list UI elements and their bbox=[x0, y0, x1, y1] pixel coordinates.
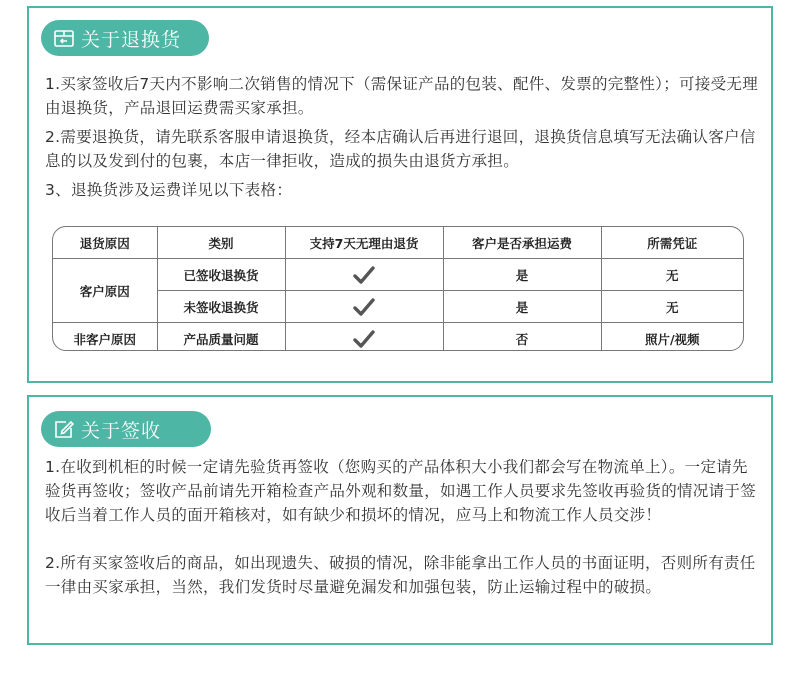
check-icon bbox=[286, 329, 443, 349]
returns-title: 关于退换货 bbox=[81, 28, 182, 51]
return-box-icon bbox=[53, 27, 75, 49]
cell-reason: 客户原因 bbox=[53, 259, 157, 323]
header-category: 类别 bbox=[157, 227, 285, 259]
returns-paragraph-3: 3、退换货涉及运费详见以下表格： bbox=[45, 181, 293, 199]
signing-panel bbox=[27, 395, 773, 645]
table-row bbox=[53, 291, 743, 323]
cell-supported bbox=[285, 291, 443, 323]
cell-proof: 照片/视频 bbox=[644, 331, 700, 347]
cell-freight: 否 bbox=[443, 323, 601, 352]
cell-freight: 是 bbox=[443, 259, 601, 291]
check-icon bbox=[286, 297, 443, 317]
table-header-row bbox=[53, 227, 743, 259]
header-7day-support: 支持7天无理由退货 bbox=[285, 227, 443, 259]
edit-note-icon bbox=[53, 418, 75, 440]
header-proof: 所需凭证 bbox=[601, 227, 743, 259]
return-policy-table bbox=[52, 226, 744, 351]
cell-supported bbox=[285, 323, 443, 352]
cell-proof: 无 bbox=[601, 259, 743, 291]
cell-proof: 无 bbox=[601, 291, 743, 323]
check-icon bbox=[286, 265, 443, 285]
cell-category: 已签收退换货 bbox=[157, 259, 285, 291]
table-row bbox=[53, 323, 743, 352]
signing-title: 关于签收 bbox=[81, 419, 162, 442]
table-row bbox=[53, 259, 743, 291]
signing-paragraph-1: 1.在收到机柜的时候一定请先验货再签收（您购买的产品体积大小我们都会写在物流单上）。一定请先验货再签收；签收产品前请先开箱检查产品外观和数量，如遇工作人员要求先签收再验货的情况请于签收后当着工作人员的面开箱核对，如有缺少和损坏的情况，应马上和物流工作人员交涉！ bbox=[45, 458, 757, 524]
returns-paragraph-2: 2.需要退换货，请先联系客服申请退换货，经本店确认后再进行退回，退换货信息填写无法确认客户信息的以及发到付的包裹，本店一律拒收，造成的损失由退货方承担。 bbox=[45, 128, 756, 170]
cell-category: 未签收退换货 bbox=[157, 291, 285, 323]
cell-reason: 非客户原因 bbox=[53, 323, 157, 352]
header-freight: 客户是否承担运费 bbox=[443, 227, 601, 259]
returns-panel bbox=[27, 6, 773, 383]
returns-paragraph-1: 1.买家签收后7天内不影响二次销售的情况下（需保证产品的包装、配件、发票的完整性）；可接受无理由退换货，产品退回运费需买家承担。 bbox=[45, 75, 759, 117]
header-reason: 退货原因 bbox=[53, 227, 157, 259]
cell-freight: 是 bbox=[443, 291, 601, 323]
cell-supported bbox=[285, 259, 443, 291]
signing-title-pill bbox=[41, 411, 211, 447]
cell-category: 产品质量问题 bbox=[157, 323, 285, 352]
signing-paragraph-2: 2.所有买家签收后的商品，如出现遗失、破损的情况，除非能拿出工作人员的书面证明，否则所有责任一律由买家承担，当然，我们发货时尽量避免漏发和加强包装，防止运输过程中的破损。 bbox=[45, 554, 756, 596]
returns-title-pill bbox=[41, 20, 209, 56]
